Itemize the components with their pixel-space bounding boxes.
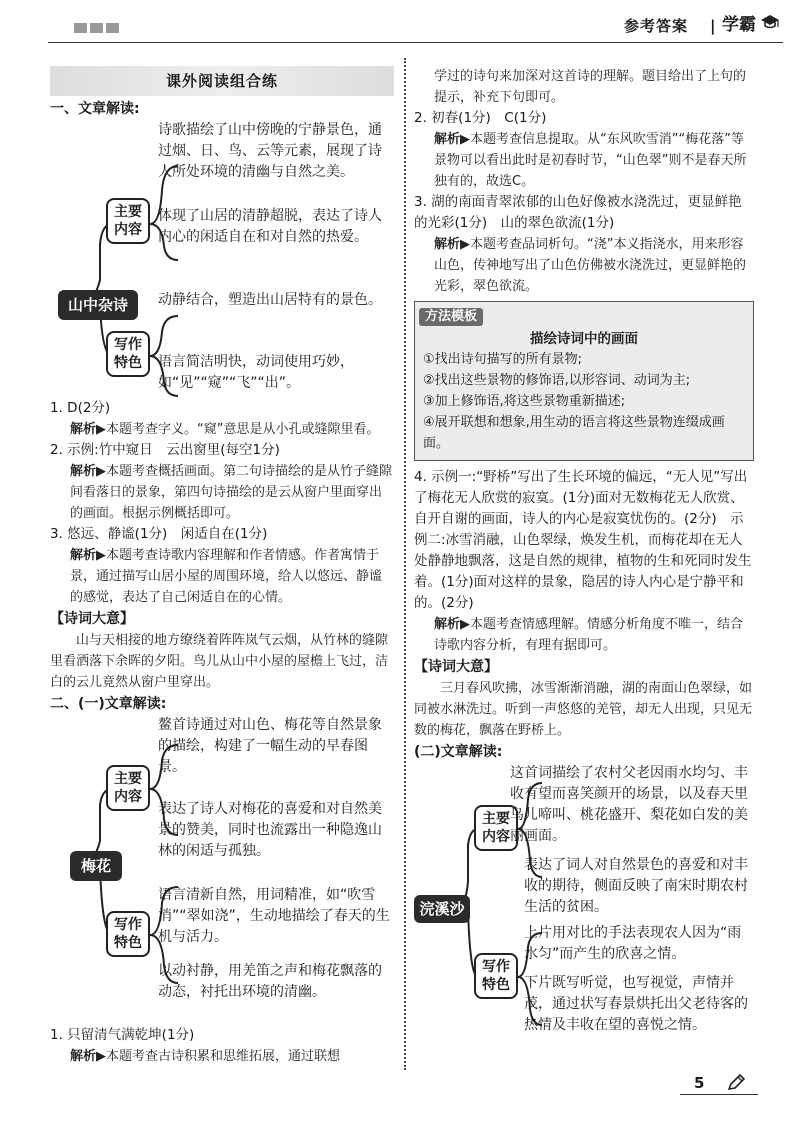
header-decor-square	[74, 23, 87, 33]
branch-main-content: 主要 内容	[474, 805, 518, 851]
left-column	[50, 66, 394, 1067]
analysis-text: 本题考查古诗积累和思维拓展，通过联想	[106, 1049, 341, 1064]
poem-meaning-text: 三月春风吹拂，冰雪渐渐消融，湖的南面山色翠绿，如同被水淋洗过。听到一声悠悠的羌管，却无人出现，只见无数的梅花，飘落在野桥上。	[414, 681, 753, 738]
analysis-label: 解析	[434, 132, 461, 147]
method-step: ①找出诗句描写的所有景物;	[423, 352, 583, 367]
analysis-label: 解析	[70, 422, 97, 437]
triangle-marker-icon: ▶	[96, 464, 107, 479]
leaf-text: 上片用对比的手法表现农人因为“雨水匀”而产生的欣喜之情。	[524, 925, 742, 962]
analysis-label: 解析	[434, 237, 461, 252]
answer-3-2: 3. 湖的南面青翠浓郁的山色好像被水浇洗过，更显鲜艳的光彩(1分) 山的翠色欲流(1分)	[414, 194, 742, 231]
poem-meaning-heading: 【诗词大意】	[50, 611, 134, 627]
analysis-text: 本题考查概括画面。第二句诗描绘的是从竹子缝隙间看落日的景象，第四句诗描绘的是云从窗户里面穿出的画面。根据示例概括即可。	[70, 464, 393, 521]
method-template-tag: 方法模板	[419, 308, 483, 326]
analysis-text: 本题考查诗歌内容理解和作者情感。作者寓情于景，通过描写山居小屋的周围环境，给人以悠远、静谧的感觉，表达了自己闲适自在的心情。	[70, 548, 383, 605]
analysis	[50, 461, 394, 524]
poem-meaning-text: 山与天相接的地方缭绕着阵阵岚气云烟，从竹林的缝隙里看洒落下余晖的夕阳。鸟儿从山中小屋的屋檐上飞过，洁白的云儿竟然从窗户里穿出。	[50, 633, 389, 690]
poem-meaning-heading: 【诗词大意】	[414, 659, 498, 675]
analysis	[414, 129, 754, 192]
header-rule	[48, 42, 783, 43]
mind-map-2	[50, 715, 394, 1025]
triangle-marker-icon: ▶	[96, 548, 107, 563]
leaf-text: 表达了诗人对梅花的喜爱和对自然美景的赞美，同时也流露出一种隐逸山林的闲适与孤独。	[158, 801, 382, 859]
branch-main-content: 主要 内容	[106, 198, 150, 244]
analysis	[414, 234, 754, 297]
analysis-text: 本题考查字义。“窥”意思是从小孔或缝隙里看。	[106, 422, 380, 437]
mind-map-1	[50, 120, 394, 398]
leaf-text: 动静结合，塑造出山居特有的景色。	[158, 292, 382, 308]
analysis-text: 本题考查信息提取。从“东风吹雪消”“梅花落”等景物可以看出此时是初春时节，“山色翠”则不是春天所独有的，故选C。	[434, 132, 747, 189]
graduation-cap-icon	[760, 12, 780, 32]
branch-main-content: 主要 内容	[106, 765, 150, 811]
analysis	[414, 614, 754, 656]
section-heading-2: 二、(一)文章解读:	[50, 696, 167, 712]
mind-map-root: 山中杂诗	[58, 290, 138, 320]
triangle-marker-icon: ▶	[460, 617, 471, 632]
page-number: 5	[694, 1074, 705, 1092]
answer-1: 1. D(2分)	[50, 400, 111, 416]
branch-writing-features: 写作 特色	[474, 953, 518, 999]
analysis-text: 本题考查品词析句。“浇”本义指浇水，用来形容山色，传神地写出了山色仿佛被水浇洗过，更显鲜艳的光彩，翠色欲流。	[434, 237, 747, 294]
leaf-text: 表达了词人对自然景色的喜爱和对丰收的期待，侧面反映了南宋时期农村生活的贫困。	[524, 857, 748, 915]
leaf-text: 鳌首诗通过对山色、梅花等自然景象的描绘，构建了一幅生动的早春图景。	[158, 717, 382, 775]
triangle-marker-icon: ▶	[460, 237, 471, 252]
method-step: ②找出这些景物的修饰语,以形容词、动词为主;	[423, 373, 691, 388]
branch-writing-features: 写作 特色	[106, 331, 150, 377]
analysis	[50, 1046, 394, 1067]
mind-map-root: 浣溪沙	[414, 895, 470, 923]
answer-2-2: 2. 初春(1分) C(1分)	[414, 110, 547, 126]
header-separator: |	[710, 17, 716, 35]
answer-2: 2. 示例:竹中窥日 云出窗里(每空1分)	[50, 442, 280, 458]
triangle-marker-icon: ▶	[460, 132, 471, 147]
mind-map-root: 梅花	[70, 851, 122, 881]
leaf-text: 语言清新自然，用词精准，如“吹雪消”“翠如浇”，生动地描绘了春天的生机与活力。	[158, 887, 390, 945]
section-banner: 课外阅读组合练	[50, 66, 394, 96]
footer-rule	[680, 1094, 758, 1095]
column-separator	[404, 58, 406, 1070]
leaf-text: 体现了山居的清静超脱，表达了诗人内心的闲适自在和对自然的热爱。	[158, 208, 382, 245]
header-brand: 学霸	[722, 15, 756, 35]
leaf-text: 这首词描绘了农村父老因雨水均匀、丰收有望而喜笑颜开的场景，以及春天里鸟儿啼叫、桃花盛开、梨花如白发的美丽画面。	[510, 765, 748, 844]
header-decor-square	[90, 23, 103, 33]
analysis-label: 解析	[70, 464, 97, 479]
analysis-label: 解析	[70, 1049, 97, 1064]
header-decor-square	[106, 23, 119, 33]
answer-1-2: 1. 只留清气满乾坤(1分)	[50, 1027, 195, 1043]
method-step: ③加上修饰语,将这些景物重新描述;	[423, 394, 626, 409]
pencil-icon	[726, 1074, 746, 1092]
answer-3: 3. 悠远、静谧(1分) 闲适自在(1分)	[50, 526, 268, 542]
leaf-text: 语言简洁明快，动词使用巧妙，如“见”“窥”“飞”“出”。	[158, 354, 354, 391]
analysis-label: 解析	[434, 617, 461, 632]
section-heading-3: (二)文章解读:	[414, 744, 503, 760]
method-step: ④展开联想和想象,用生动的语言将这些景物连缀成画面。	[423, 415, 725, 451]
answer-4: 4. 示例一:“野桥”写出了生长环境的偏远，“无人见”写出了梅花无人欣赏的寂寞。(1分)面对无数梅花无人欣赏、自开自谢的画面，诗人的内心是寂寞忧伤的。(2分) 示例二:冰雪消融，山色翠绿，焕发生机，而梅花却在无人处静静地飘落，这是自然的规律，植物的生和死同时发生着。(1分)面对这样的景象，隐居的诗人内心是宁静平和的。(2分)	[414, 469, 752, 611]
analysis-label: 解析	[70, 548, 97, 563]
triangle-marker-icon: ▶	[96, 422, 107, 437]
right-column	[414, 66, 754, 1053]
leaf-text: 下片既写听觉，也写视觉，声情并茂，通过状写春景烘托出父老待客的热情及丰收在望的喜悦之情。	[524, 975, 748, 1033]
analysis	[50, 419, 394, 440]
triangle-marker-icon: ▶	[96, 1049, 107, 1064]
method-template-title: 描绘诗词中的画面	[530, 331, 638, 347]
leaf-text: 以动衬静，用羌笛之声和梅花飘落的动态，衬托出环境的清幽。	[158, 963, 382, 1000]
mind-map-3	[414, 763, 754, 1053]
header-title: 参考答案	[624, 17, 689, 35]
section-heading-1: 一、文章解读:	[50, 101, 140, 117]
analysis-continued: 学过的诗句来加深对这首诗的理解。题目给出了上句的提示，补充下句即可。	[434, 69, 747, 105]
leaf-text: 诗歌描绘了山中傍晚的宁静景色，通过烟、日、鸟、云等元素，展现了诗人所处环境的清幽与自然之美。	[158, 122, 382, 180]
method-template-box	[414, 301, 754, 461]
branch-writing-features: 写作 特色	[106, 911, 150, 957]
analysis	[50, 545, 394, 608]
analysis-text: 本题考查情感理解。情感分析角度不唯一，结合诗歌内容分析，有理有据即可。	[434, 617, 744, 653]
